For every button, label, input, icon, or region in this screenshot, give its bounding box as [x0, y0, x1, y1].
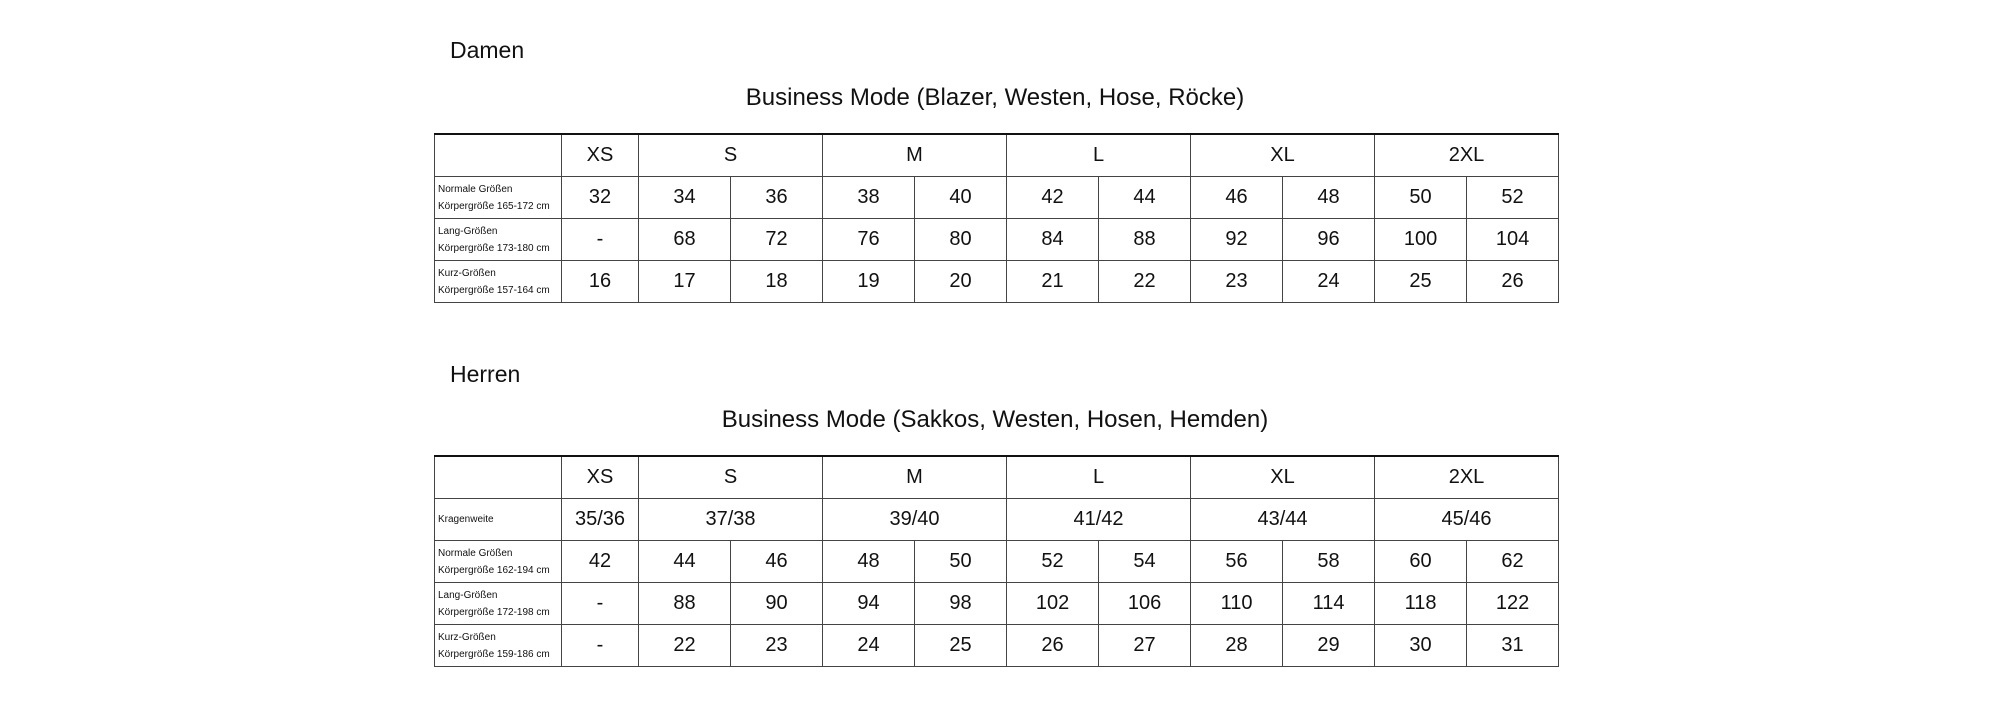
row-label-height: Körpergröße 162-194 cm	[438, 564, 550, 576]
size-header-cell: XS	[562, 456, 639, 499]
value-cell: 110	[1191, 583, 1283, 625]
size-header-cell: S	[639, 456, 823, 499]
row-label-height: Körpergröße 157-164 cm	[438, 284, 550, 296]
value-cell: -	[562, 219, 639, 261]
row-label-height: Körpergröße 159-186 cm	[438, 648, 550, 660]
collar-cell: 39/40	[823, 499, 1007, 541]
size-header-cell: L	[1007, 456, 1191, 499]
value-cell: 94	[823, 583, 915, 625]
section-label-damen: Damen	[450, 37, 525, 63]
value-cell: 34	[639, 177, 731, 219]
row-label	[435, 541, 562, 583]
value-cell: 56	[1191, 541, 1283, 583]
row-label-title: Lang-Größen	[438, 225, 498, 237]
value-cell: 122	[1467, 583, 1559, 625]
size-header-cell: M	[823, 456, 1007, 499]
collar-cell: 35/36	[562, 499, 639, 541]
collar-row	[435, 499, 1559, 541]
value-cell: 40	[915, 177, 1007, 219]
value-cell: 90	[731, 583, 823, 625]
value-cell: 96	[1283, 219, 1375, 261]
collar-cell: 43/44	[1191, 499, 1375, 541]
value-cell: 23	[1191, 261, 1283, 303]
value-cell: 28	[1191, 625, 1283, 667]
header-empty-cell	[435, 134, 562, 177]
size-header-cell: 2XL	[1375, 134, 1559, 177]
value-cell: 27	[1099, 625, 1191, 667]
value-cell: 23	[731, 625, 823, 667]
value-cell: 22	[1099, 261, 1191, 303]
table-title-herren: Business Mode (Sakkos, Westen, Hosen, Hemden)	[721, 406, 1269, 433]
value-cell: 102	[1007, 583, 1099, 625]
size-table-herren	[434, 455, 1559, 667]
row-label	[435, 625, 562, 667]
value-cell: 58	[1283, 541, 1375, 583]
collar-cell: 41/42	[1007, 499, 1191, 541]
value-cell: 50	[915, 541, 1007, 583]
value-cell: 52	[1007, 541, 1099, 583]
value-cell: 19	[823, 261, 915, 303]
value-cell: 32	[562, 177, 639, 219]
value-cell: 20	[915, 261, 1007, 303]
value-cell: 68	[639, 219, 731, 261]
value-cell: 92	[1191, 219, 1283, 261]
value-cell: 48	[823, 541, 915, 583]
value-cell: 46	[1191, 177, 1283, 219]
value-cell: 62	[1467, 541, 1559, 583]
row-label-title: Lang-Größen	[438, 589, 498, 601]
value-cell: 118	[1375, 583, 1467, 625]
value-cell: -	[562, 625, 639, 667]
size-header-cell: XL	[1191, 134, 1375, 177]
row-label-height: Körpergröße 173-180 cm	[438, 242, 550, 254]
value-cell: 17	[639, 261, 731, 303]
row-label	[435, 219, 562, 261]
value-cell: 24	[823, 625, 915, 667]
size-header-cell: 2XL	[1375, 456, 1559, 499]
size-header-row	[435, 456, 1559, 499]
value-cell: 60	[1375, 541, 1467, 583]
value-cell: 16	[562, 261, 639, 303]
value-cell: 100	[1375, 219, 1467, 261]
row-label-title: Normale Größen	[438, 547, 513, 559]
value-cell: 42	[1007, 177, 1099, 219]
value-cell: 24	[1283, 261, 1375, 303]
value-cell: 46	[731, 541, 823, 583]
value-cell: 88	[1099, 219, 1191, 261]
row-label	[435, 583, 562, 625]
value-cell: 42	[562, 541, 639, 583]
row-label-title: Normale Größen	[438, 183, 513, 195]
value-cell: 38	[823, 177, 915, 219]
value-cell: 106	[1099, 583, 1191, 625]
table-row	[435, 625, 1559, 667]
value-cell: 54	[1099, 541, 1191, 583]
row-label-title: Kurz-Größen	[438, 631, 496, 643]
value-cell: -	[562, 583, 639, 625]
value-cell: 98	[915, 583, 1007, 625]
value-cell: 80	[915, 219, 1007, 261]
size-header-cell: L	[1007, 134, 1191, 177]
value-cell: 31	[1467, 625, 1559, 667]
row-label	[435, 261, 562, 303]
value-cell: 26	[1007, 625, 1099, 667]
table-row	[435, 541, 1559, 583]
size-table-damen	[434, 133, 1559, 303]
value-cell: 22	[639, 625, 731, 667]
value-cell: 30	[1375, 625, 1467, 667]
value-cell: 21	[1007, 261, 1099, 303]
row-label-title: Kragenweite	[438, 514, 494, 525]
value-cell: 25	[1375, 261, 1467, 303]
header-empty-cell	[435, 456, 562, 499]
size-header-row	[435, 134, 1559, 177]
value-cell: 72	[731, 219, 823, 261]
value-cell: 88	[639, 583, 731, 625]
value-cell: 29	[1283, 625, 1375, 667]
row-label-title: Kurz-Größen	[438, 267, 496, 279]
section-label-herren: Herren	[450, 361, 521, 387]
row-label-height: Körpergröße 165-172 cm	[438, 200, 550, 212]
value-cell: 44	[1099, 177, 1191, 219]
value-cell: 52	[1467, 177, 1559, 219]
row-label-height: Körpergröße 172-198 cm	[438, 606, 550, 618]
value-cell: 84	[1007, 219, 1099, 261]
size-header-cell: M	[823, 134, 1007, 177]
size-header-cell: XS	[562, 134, 639, 177]
table-row	[435, 177, 1559, 219]
row-label	[435, 499, 562, 541]
size-header-cell: S	[639, 134, 823, 177]
value-cell: 114	[1283, 583, 1375, 625]
value-cell: 104	[1467, 219, 1559, 261]
value-cell: 26	[1467, 261, 1559, 303]
value-cell: 44	[639, 541, 731, 583]
size-header-cell: XL	[1191, 456, 1375, 499]
table-row	[435, 219, 1559, 261]
table-row	[435, 583, 1559, 625]
value-cell: 36	[731, 177, 823, 219]
value-cell: 50	[1375, 177, 1467, 219]
table-row	[435, 261, 1559, 303]
value-cell: 25	[915, 625, 1007, 667]
collar-cell: 37/38	[639, 499, 823, 541]
value-cell: 18	[731, 261, 823, 303]
collar-cell: 45/46	[1375, 499, 1559, 541]
value-cell: 48	[1283, 177, 1375, 219]
value-cell: 76	[823, 219, 915, 261]
table-title-damen: Business Mode (Blazer, Westen, Hose, Röcke)	[745, 84, 1245, 111]
row-label	[435, 177, 562, 219]
